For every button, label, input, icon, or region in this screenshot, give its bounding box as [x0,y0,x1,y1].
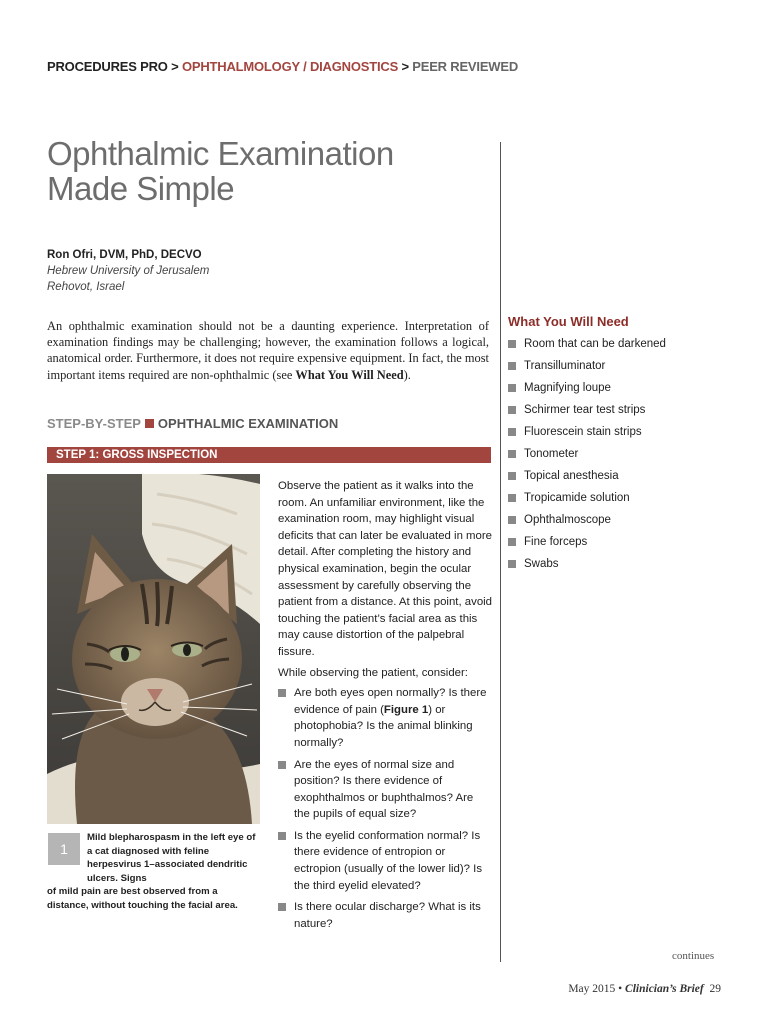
supply-item [508,447,738,469]
sidebar-title: What You Will Need [508,314,629,329]
supply-item-label: Fine forceps [524,536,588,548]
list-item [278,685,492,751]
author-affiliation: Hebrew University of Jerusalem [47,265,210,277]
caption-line-1: Mild blepharospasm in the left eye of a cat diagnosed with feline herpesvirus 1–associated dendritic ulcers. Signs [87,832,256,884]
list-item [278,828,492,894]
square-bullet-icon [508,494,516,502]
step-by-step-label: STEP-BY-STEP [47,416,141,431]
supply-item [508,513,738,535]
supply-item [508,557,738,579]
list-item-text: Is the eyelid conformation normal? Is there evidence of entropion or ectropion (usually of the lower lid)? Is the third eyelid elevated? [294,829,483,892]
square-bullet-icon [278,761,286,769]
supply-item-label: Swabs [524,558,559,570]
page-title [47,136,487,206]
figure-number-badge: 1 [48,833,80,865]
square-bullet-icon [278,832,286,840]
cat-photo [47,474,260,824]
square-icon [145,419,154,428]
figure-caption [47,831,260,912]
supplies-list [508,337,738,579]
supply-item-label: Room that can be darkened [524,338,666,350]
step-1-title-bar: STEP 1: GROSS INSPECTION [47,447,491,463]
supply-item-label: Magnifying loupe [524,382,611,394]
supply-item-label: Topical anesthesia [524,470,619,482]
supply-item-label: Ophthalmoscope [524,514,611,526]
intro-paragraph [47,318,489,383]
caption-line-2: of mild pain are best observed from a distance, without touching the facial area. [47,886,238,911]
supply-item [508,381,738,403]
step-by-step-header [47,416,338,431]
breadcrumb-category: OPHTHALMOLOGY / DIAGNOSTICS [181,59,399,74]
square-bullet-icon [508,362,516,370]
list-item-text: Are the eyes of normal size and position? Is there evidence of exophthalmos or buphthalmos? Are the pupils of equal size? [294,758,474,821]
intro-end: ). [403,367,411,382]
supply-item-label: Transilluminator [524,360,606,372]
author-name: Ron Ofri, DVM, PhD, DECVO [47,249,202,261]
consider-list [278,685,492,932]
supply-item-label: Fluorescein stain strips [524,426,642,438]
footer-brand: Clinician’s Brief [625,983,704,995]
what-you-will-need-sidebar [508,314,738,579]
supply-item-label: Tonometer [524,448,579,460]
title-line-2: Made Simple [47,170,235,207]
list-item [278,899,492,932]
cat-photo-illustration [47,474,260,824]
step-by-step-topic: OPHTHALMIC EXAMINATION [157,416,339,431]
list-item-text: Is there ocular discharge? What is its nature? [294,901,481,930]
square-bullet-icon [508,538,516,546]
breadcrumb-separator: > [398,59,413,74]
supply-item [508,359,738,381]
supply-item [508,469,738,491]
square-bullet-icon [508,406,516,414]
breadcrumb-status: PEER REVIEWED [412,59,519,74]
title-line-1: Ophthalmic Examination [47,135,394,172]
author-location: Rehovot, Israel [47,281,125,293]
square-bullet-icon [508,560,516,568]
supply-item [508,337,738,359]
square-bullet-icon [278,689,286,697]
square-bullet-icon [508,450,516,458]
intro-text: An ophthalmic examination should not be a daunting experience. Interpretation of examination findings may be challenging; however, the examination follows a logical, anatomical order. Furthermore, it does not require expensive equipment. In fact, the most important items required are non-ophthalmic (see [47,319,489,382]
supply-item-label: Tropicamide solution [524,492,630,504]
supply-item [508,403,738,425]
intro-link: What You Will Need [295,367,404,382]
supply-item [508,425,738,447]
square-bullet-icon [508,384,516,392]
square-bullet-icon [278,903,286,911]
list-item-text: ) or photophobia? Is the animal blinking normally? [294,703,473,749]
breadcrumb-separator: > [167,59,182,74]
figure-1-reference: Figure 1 [383,703,429,716]
list-item-text: Are both eyes open normally? Is there evidence of pain ( [294,687,487,716]
step-1-body [278,478,492,937]
step-1-paragraph-1: Observe the patient as it walks into the room. An unfamiliar environment, like the examination room, may highlight visual deficits that can later be evaluated in more detail. After completing the history and physical examination, begin the ocular assessment by carefully observing the patient from a distance. At this point, avoid touching the patient’s facial area as this may cause distortion of the palpebral fissure. [278,480,493,658]
step-1-paragraph-2: While observing the patient, consider: [278,666,468,679]
continues-label: continues [672,950,715,962]
breadcrumb [47,59,518,74]
page-footer [568,983,721,995]
square-bullet-icon [508,472,516,480]
footer-date: May 2015 • [568,983,626,995]
square-bullet-icon [508,516,516,524]
square-bullet-icon [508,340,516,348]
author-block [47,247,209,295]
square-bullet-icon [508,428,516,436]
page-number: 29 [703,983,721,995]
column-divider [500,142,501,962]
supply-item-label: Schirmer tear test strips [524,404,646,416]
supply-item [508,535,738,557]
supply-item [508,491,738,513]
list-item [278,757,492,823]
breadcrumb-section: PROCEDURES PRO [47,59,168,74]
